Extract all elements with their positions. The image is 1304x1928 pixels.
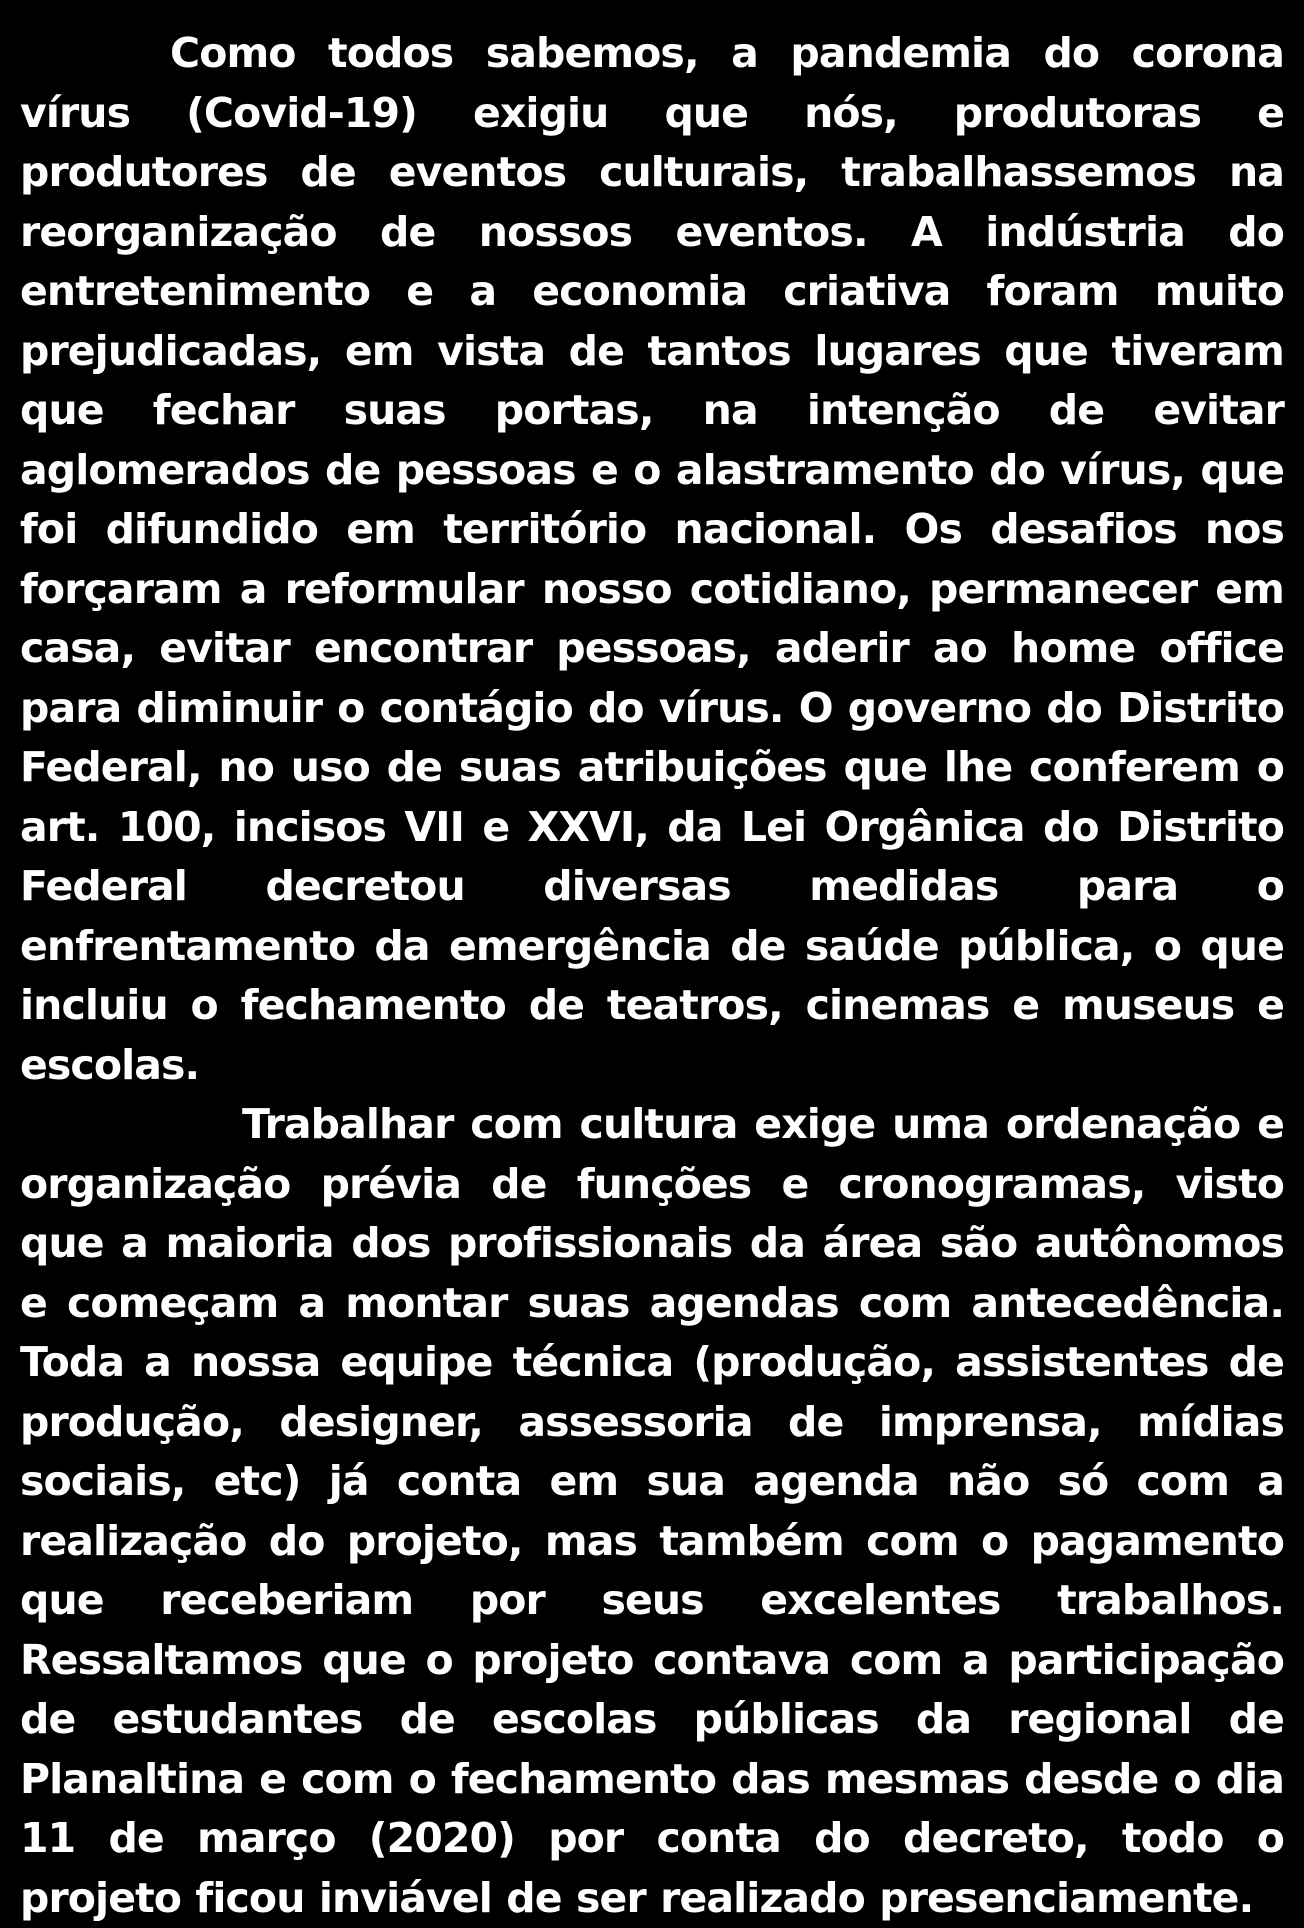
paragraph-pandemic-context: Como todos sabemos, a pandemia do corona vírus (Covid-19) exigiu que nós, produtoras e produtores de eventos culturais, trabalhassemos na reorganização de nossos eventos. A indústria do entretenimento e a economia criativa foram muito prejudicadas, em vista de tantos lugares que tiveram que fechar suas portas, na intenção de evitar aglomerados de pessoas e o alastramento do vírus, que foi difundido em território nacional. Os desafios nos forçaram a reformular nosso cotidiano, permanecer em casa, evitar encontrar pessoas, aderir ao home office para diminuir o contágio do vírus. O governo do Distrito Federal, no uso de suas atribuições que lhe conferem o art. 100, incisos VII e XXVI, da Lei Orgânica do Distrito Federal decretou diversas medidas para o enfrentamento da emergência de saúde pública, o que incluiu o fechamento de teatros, cinemas e museus e escolas. xyxy=(20,29,1284,1089)
paragraph-cultural-work: Trabalhar com cultura exige uma ordenação e organização prévia de funções e cronogramas, visto que a maioria dos profissionais da área são autônomos e começam a montar suas agendas com antecedência. Toda a nossa equipe técnica (produção, assistentes de produção, designer, assessoria de imprensa, mídias sociais, etc) já conta em sua agenda não só com a realização do projeto, mas também com o pagamento que receberiam por seus excelentes trabalhos. Ressaltamos que o projeto contava com a participação de estudantes de escolas públicas da regional de Planaltina e com o fechamento das mesmas desde o dia 11 de março (2020) por conta do decreto, todo o projeto ficou inviável de ser realizado presenciamente. xyxy=(20,1100,1284,1922)
